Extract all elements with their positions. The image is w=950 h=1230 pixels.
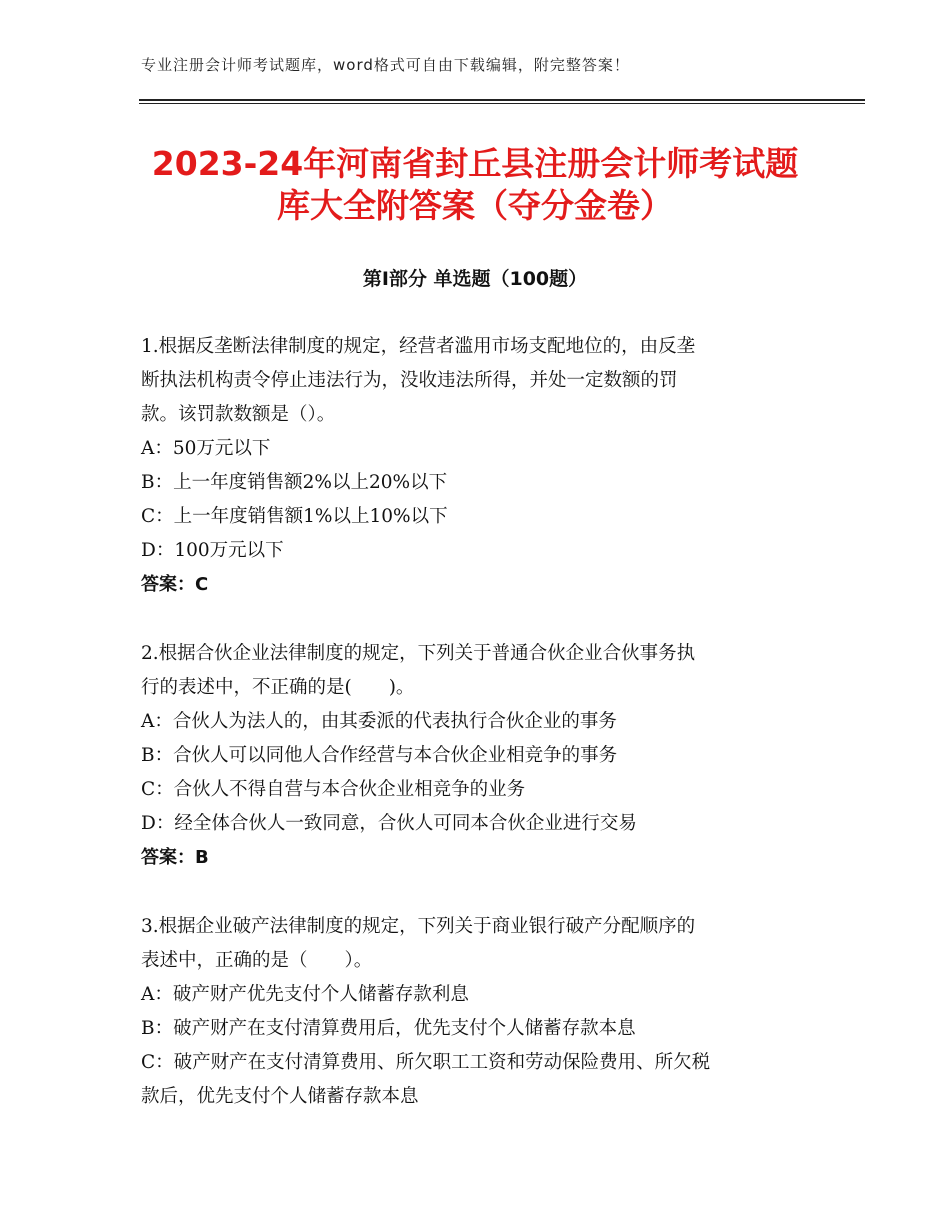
option-c: C：合伙人不得自营与本合伙企业相竞争的业务	[141, 779, 526, 800]
question-stem-line: 表述中，正确的是（ ）。	[141, 950, 373, 971]
option-b: B：合伙人可以同他人合作经营与本合伙企业相竞争的事务	[141, 745, 618, 766]
page-header: 专业注册会计师考试题库，word格式可自由下载编辑，附完整答案！	[141, 56, 630, 74]
option-d: D：经全体合伙人一致同意，合伙人可同本合伙企业进行交易	[141, 813, 637, 834]
question-stem-line: 3.根据企业破产法律制度的规定，下列关于商业银行破产分配顺序的	[141, 916, 696, 937]
section-heading: 第Ⅰ部分 单选题（100题）	[362, 268, 588, 290]
header-rule-thin	[139, 103, 865, 104]
option-a: A：破产财产优先支付个人储蓄存款利息	[141, 984, 469, 1005]
title-line-1: 2023-24年河南省封丘县注册会计师考试题	[151, 144, 799, 183]
question-stem-line: 2.根据合伙企业法律制度的规定，下列关于普通合伙企业合伙事务执	[141, 643, 696, 664]
option-a: A：合伙人为法人的，由其委派的代表执行合伙企业的事务	[141, 711, 617, 732]
question-1	[141, 330, 811, 602]
title-line-2: 库大全附答案（夺分金卷）	[277, 186, 673, 225]
question-stem-line: 断执法机构责令停止违法行为，没收违法所得，并处一定数额的罚	[141, 370, 678, 391]
answer: 答案：B	[141, 847, 209, 868]
question-stem-line: 1.根据反垄断法律制度的规定，经营者滥用市场支配地位的，由反垄	[141, 336, 696, 357]
option-b: B：破产财产在支付清算费用后，优先支付个人储蓄存款本息	[141, 1018, 636, 1039]
header-rule-thick	[139, 99, 865, 101]
option-d: D：100万元以下	[141, 540, 284, 561]
question-stem-line: 行的表述中，不正确的是( )。	[141, 677, 415, 698]
option-c-continued: 款后，优先支付个人储蓄存款本息	[141, 1086, 419, 1107]
question-stem-line: 款。该罚款数额是（）。	[141, 404, 336, 425]
question-3	[141, 910, 811, 1114]
option-c: C：破产财产在支付清算费用、所欠职工工资和劳动保险费用、所欠税	[141, 1052, 711, 1073]
option-b: B：上一年度销售额2%以上20%以下	[141, 472, 448, 493]
document-title	[100, 143, 850, 227]
answer: 答案：C	[141, 574, 209, 595]
option-a: A：50万元以下	[141, 438, 271, 459]
question-2	[141, 637, 811, 875]
option-c: C：上一年度销售额1%以上10%以下	[141, 506, 448, 527]
